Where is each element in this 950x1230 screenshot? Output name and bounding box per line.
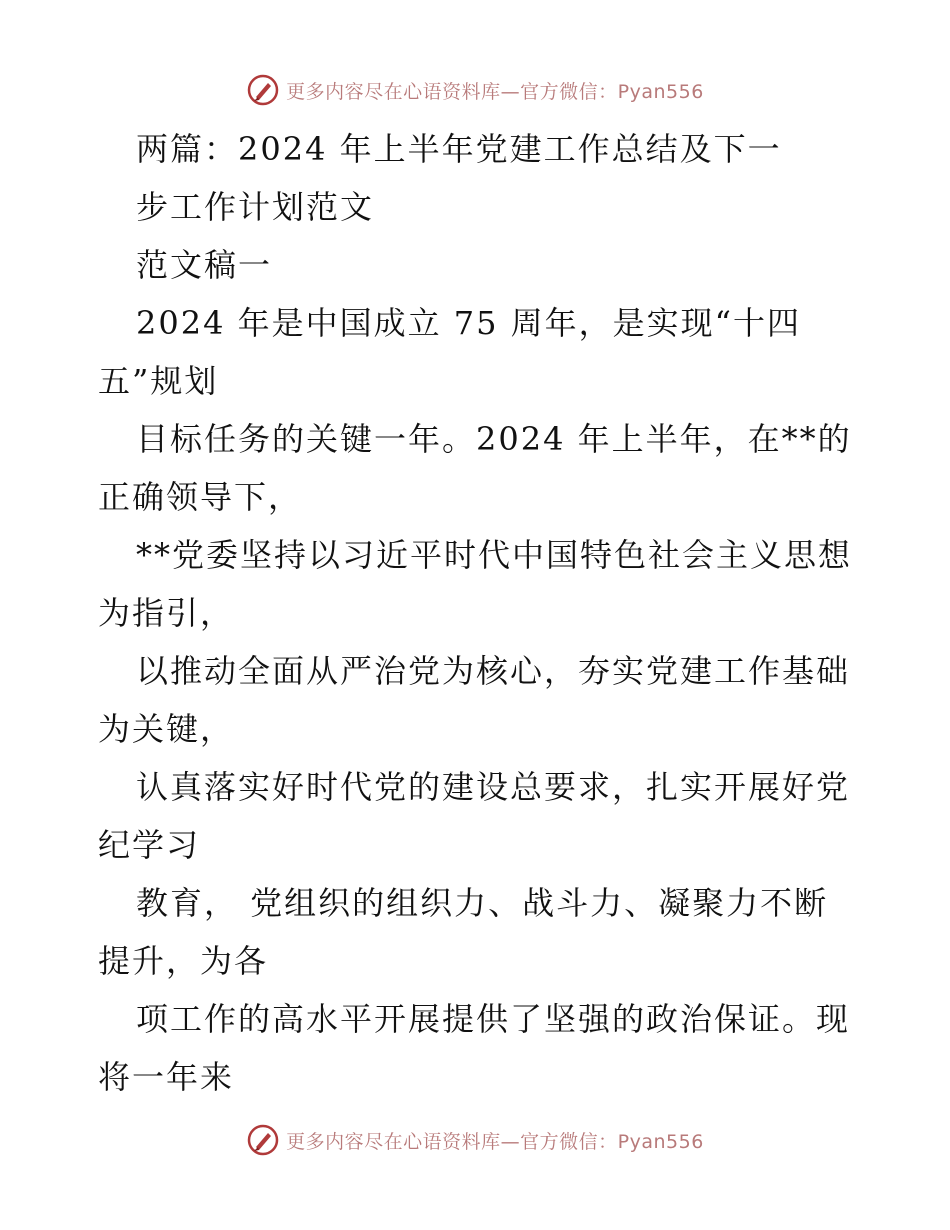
banner-text: 更多内容尽在心语资料库—官方微信：Pyan556 <box>286 80 704 103</box>
text-line: 以推动全面从严治党为核心，夯实党建工作基础 <box>136 652 851 690</box>
text-line: 提升，为各 <box>98 942 269 980</box>
text-line: 五”规划 <box>98 362 219 400</box>
pen-nib-seal-icon <box>246 73 280 107</box>
footer-banner <box>0 1120 950 1160</box>
text-line: 正确领导下， <box>98 478 303 516</box>
text-line: 将一年来 <box>98 1058 235 1096</box>
text-line: 范文稿一 <box>136 246 273 284</box>
header-banner <box>0 70 950 110</box>
banner-text: 更多内容尽在心语资料库—官方微信：Pyan556 <box>286 1130 704 1153</box>
text-line: 纪学习 <box>98 826 201 864</box>
text-line: 两篇：2024 年上半年党建工作总结及下一 <box>136 130 782 168</box>
text-line: 2024 年是中国成立 75 周年，是实现“十四 <box>136 304 802 342</box>
document-body <box>98 120 858 1106</box>
text-line: **党委坚持以习近平时代中国特色社会主义思想 <box>136 536 853 574</box>
text-line: 目标任务的关键一年。2024 年上半年，在**的 <box>136 420 852 458</box>
text-line: 教育， 党组织的组织力、战斗力、凝聚力不断 <box>136 884 829 922</box>
text-line: 项工作的高水平开展提供了坚强的政治保证。现 <box>136 1000 851 1038</box>
text-line: 认真落实好时代党的建设总要求，扎实开展好党 <box>136 768 851 806</box>
text-line: 步工作计划范文 <box>136 188 375 226</box>
text-line: 为关键， <box>98 710 235 748</box>
pen-nib-seal-icon <box>246 1123 280 1157</box>
text-line: 为指引， <box>98 594 235 632</box>
